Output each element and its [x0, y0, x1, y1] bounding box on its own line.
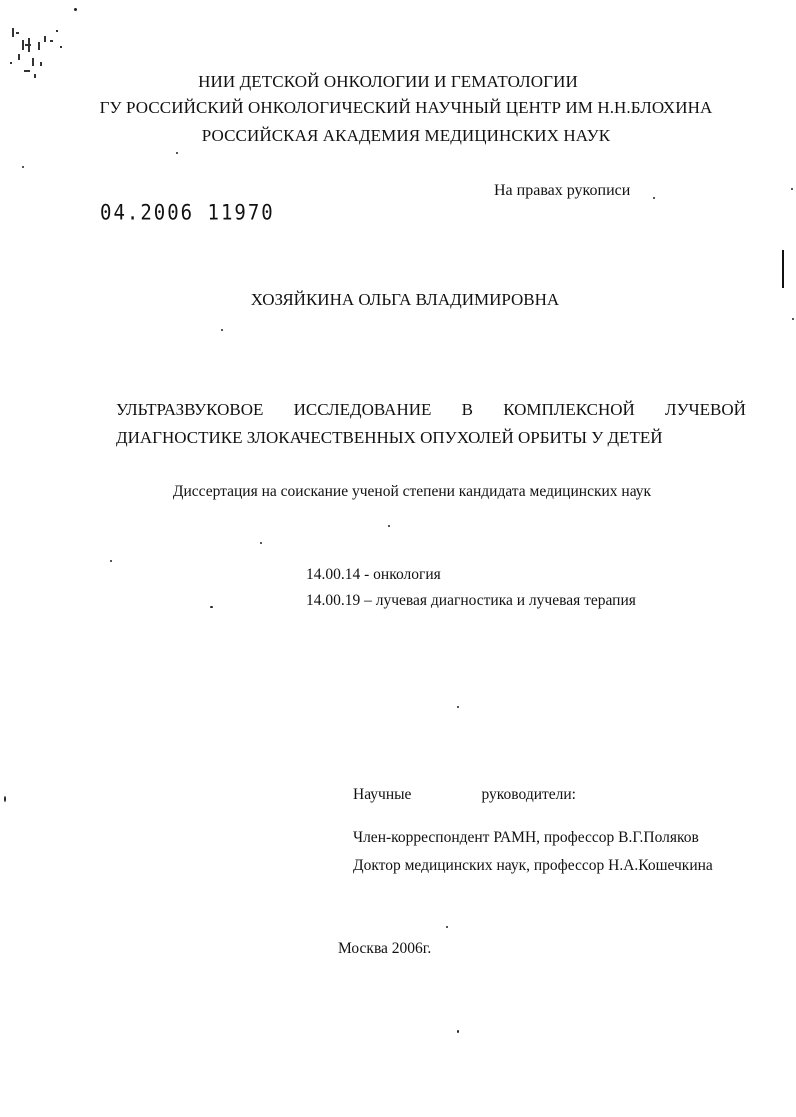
scan-speck [176, 152, 178, 154]
supervisor-2: Доктор медицинских наук, профессор Н.А.Кошечкина [353, 857, 713, 874]
scan-speck [22, 166, 24, 168]
author-name: ХОЗЯЙКИНА ОЛЬГА ВЛАДИМИРОВНА [250, 290, 560, 309]
title-word: ЛУЧЕВОЙ [665, 400, 746, 419]
supervisors-heading-word: Научные [353, 786, 412, 803]
institution-line-1: НИИ ДЕТСКОЙ ОНКОЛОГИИ И ГЕМАТОЛОГИИ [198, 72, 578, 91]
supervisors-heading-word: руководители: [481, 786, 576, 803]
title-word: ИССЛЕДОВАНИЕ [293, 400, 432, 419]
specialty-oncology: 14.00.14 - онкология [306, 566, 441, 583]
scan-speck [457, 1030, 459, 1033]
scan-speck [457, 706, 459, 708]
degree-statement: Диссертация на соискание ученой степени кандидата медицинских наук [172, 483, 652, 500]
scan-speck [110, 560, 112, 562]
institution-line-3: РОССИЙСКАЯ АКАДЕМИЯ МЕДИЦИНСКИХ НАУК [201, 126, 611, 145]
rights-note: На правах рукописи [494, 182, 631, 199]
institution-line-2: ГУ РОССИЙСКИЙ ОНКОЛОГИЧЕСКИЙ НАУЧНЫЙ ЦЕНТР ИМ Н.Н.БЛОХИНА [99, 98, 713, 117]
scan-speck [210, 606, 213, 608]
supervisor-1: Член-корреспондент РАМН, профессор В.Г.Поляков [353, 829, 699, 846]
scan-speck [74, 8, 77, 11]
specialty-radiology: 14.00.19 – лучевая диагностика и лучевая терапия [306, 592, 636, 609]
scan-speck [221, 329, 223, 331]
dissertation-title-line-2: ДИАГНОСТИКЕ ЗЛОКАЧЕСТВЕННЫХ ОПУХОЛЕЙ ОРБИТЫ У ДЕТЕЙ [116, 428, 663, 447]
title-word: В [461, 400, 473, 419]
scan-edge-line [782, 250, 784, 288]
scan-speck [653, 197, 655, 199]
scan-speck [792, 318, 794, 320]
scan-speck [388, 525, 390, 527]
city-year: Москва 2006г. [338, 940, 432, 957]
dissertation-title-line-1 [116, 400, 746, 420]
title-word: КОМПЛЕКСНОЙ [503, 400, 635, 419]
scan-speck [260, 542, 262, 544]
scan-speck [446, 926, 448, 928]
scan-speck [791, 188, 793, 190]
scan-speck [4, 796, 6, 802]
accession-number: 04.2006 11970 [100, 201, 275, 226]
supervisors-heading [353, 786, 576, 804]
title-word: УЛЬТРАЗВУКОВОЕ [116, 400, 264, 419]
